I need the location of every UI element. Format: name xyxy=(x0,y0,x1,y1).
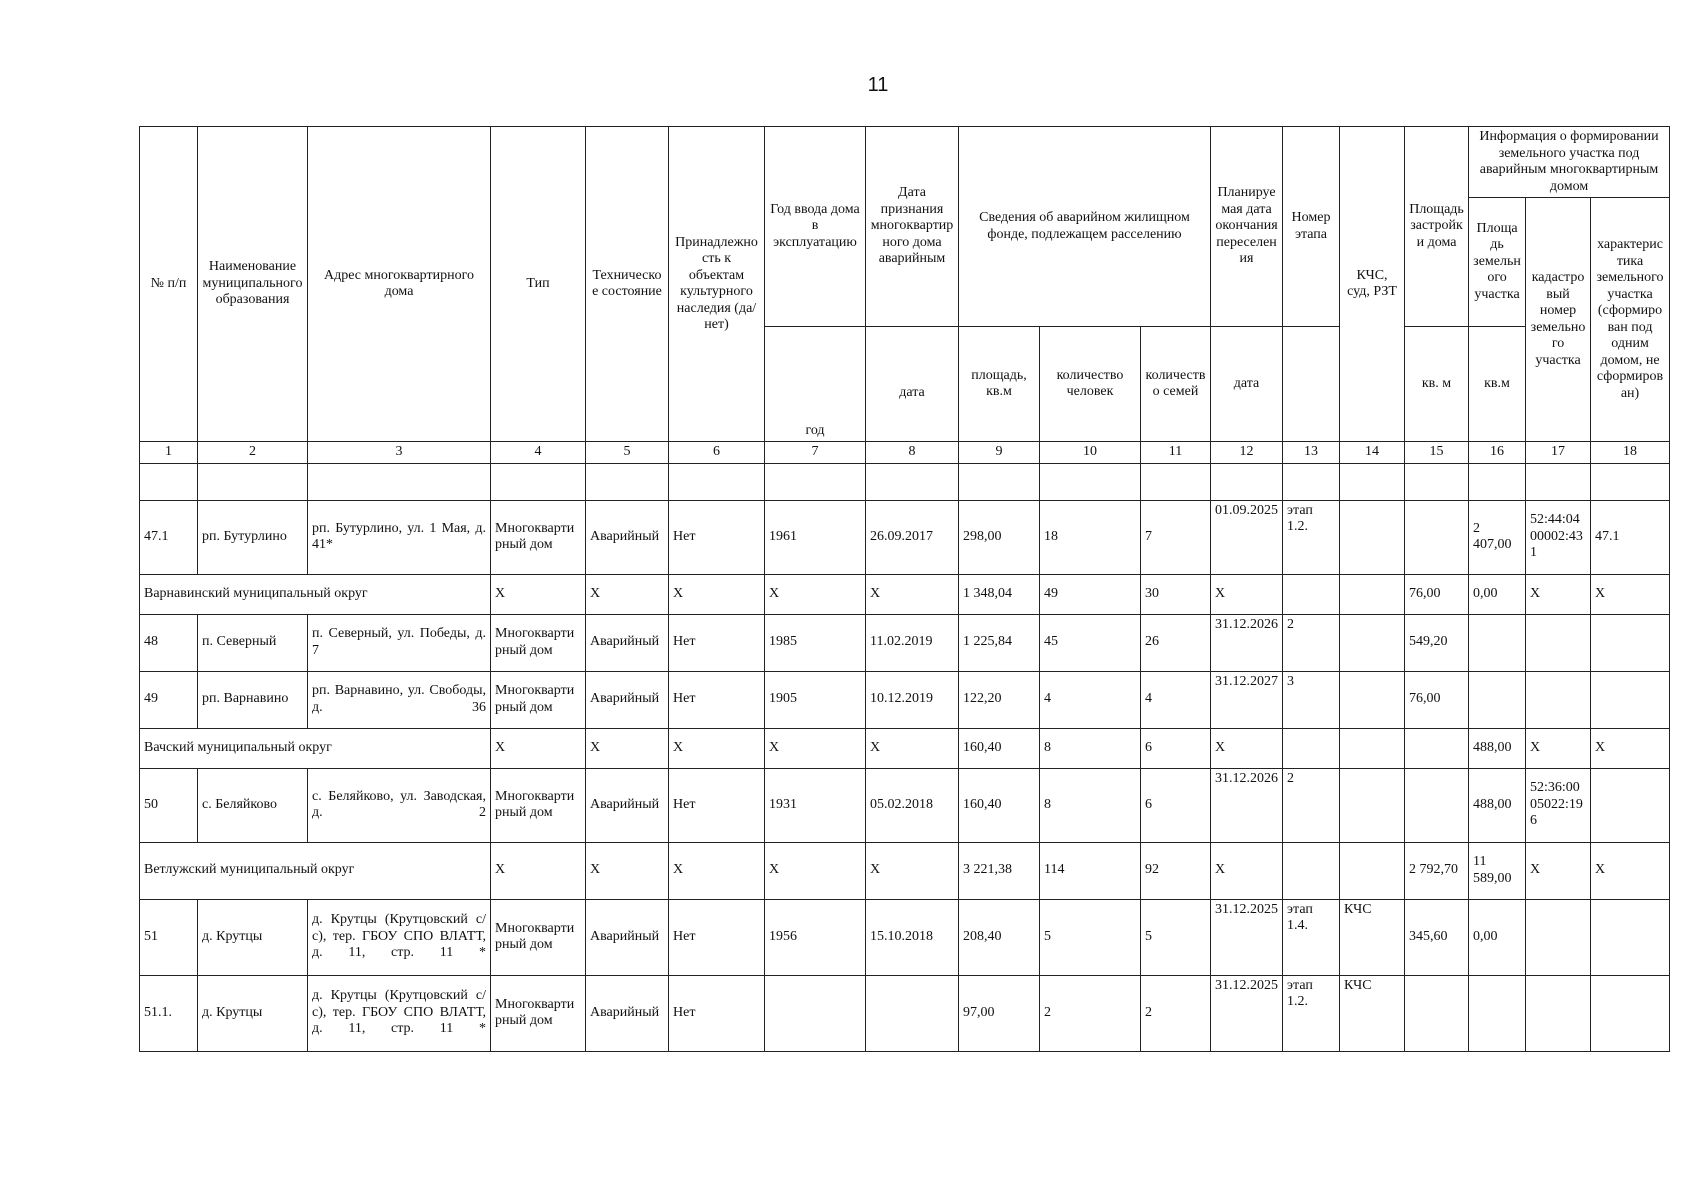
row-date: 05.02.2018 xyxy=(866,768,959,842)
group-cadastre: Х xyxy=(1526,728,1591,768)
row-people: 18 xyxy=(1040,500,1141,574)
header-land-character: характеристика земельного участка (сформирован под одним домом, не сформирован) xyxy=(1591,198,1670,442)
row-type: Многоквартирный дом xyxy=(491,768,586,842)
group-people: 114 xyxy=(1040,842,1141,899)
row-heritage: Нет xyxy=(669,671,765,728)
row-character: 47.1 xyxy=(1591,500,1670,574)
row-address: д. Крутцы (Крутцовский с/с), тер. ГБОУ СПО ВЛАТТ, д. 11, стр. 11 * xyxy=(308,899,491,975)
header-no: № п/п xyxy=(140,127,198,442)
group-c8: Х xyxy=(866,728,959,768)
row-stage: 2 xyxy=(1283,614,1340,671)
group-character: Х xyxy=(1591,574,1670,614)
row-state: Аварийный xyxy=(586,500,669,574)
row-stage: 3 xyxy=(1283,671,1340,728)
row-state: Аварийный xyxy=(586,975,669,1051)
group-build-area: 2 792,70 xyxy=(1405,842,1469,899)
group-end: Х xyxy=(1211,842,1283,899)
header-cadastre: кадастровый номер земельного участка xyxy=(1526,198,1591,442)
row-municipality: д. Крутцы xyxy=(198,899,308,975)
group-c8: Х xyxy=(866,842,959,899)
row-build-area: 345,60 xyxy=(1405,899,1469,975)
table-row xyxy=(140,975,1670,1051)
group-area: 160,40 xyxy=(959,728,1040,768)
header-stage: Номер этапа xyxy=(1283,127,1340,327)
header-municipality: Наименование муниципального образования xyxy=(198,127,308,442)
row-families: 4 xyxy=(1141,671,1211,728)
group-row xyxy=(140,842,1670,899)
row-land-area: 488,00 xyxy=(1469,768,1526,842)
header-row-1 xyxy=(140,127,1670,198)
row-kchs: КЧС xyxy=(1340,899,1405,975)
col-number: 2 xyxy=(198,442,308,464)
row-type: Многоквартирный дом xyxy=(491,614,586,671)
group-c8: Х xyxy=(866,574,959,614)
row-families: 7 xyxy=(1141,500,1211,574)
col-number: 15 xyxy=(1405,442,1469,464)
row-end-date: 01.09.2025 xyxy=(1211,500,1283,574)
table-row xyxy=(140,500,1670,574)
row-state: Аварийный xyxy=(586,768,669,842)
col-number: 12 xyxy=(1211,442,1283,464)
row-date: 11.02.2019 xyxy=(866,614,959,671)
col-number: 10 xyxy=(1040,442,1141,464)
row-year: 1985 xyxy=(765,614,866,671)
col-number: 8 xyxy=(866,442,959,464)
group-land-area: 11 589,00 xyxy=(1469,842,1526,899)
row-stage: этап 1.2. xyxy=(1283,500,1340,574)
col-number: 17 xyxy=(1526,442,1591,464)
row-land-area: 2 407,00 xyxy=(1469,500,1526,574)
group-c5: Х xyxy=(586,728,669,768)
row-cadastre: 52:44:0400002:431 xyxy=(1526,500,1591,574)
header-state: Техническое состояние xyxy=(586,127,669,442)
row-families: 5 xyxy=(1141,899,1211,975)
row-area: 298,00 xyxy=(959,500,1040,574)
row-number: 47.1 xyxy=(140,500,198,574)
row-municipality: рп. Варнавино xyxy=(198,671,308,728)
group-c7: Х xyxy=(765,842,866,899)
row-end-date: 31.12.2027 xyxy=(1211,671,1283,728)
row-area: 1 225,84 xyxy=(959,614,1040,671)
row-type: Многоквартирный дом xyxy=(491,500,586,574)
row-kchs: КЧС xyxy=(1340,975,1405,1051)
row-cadastre: 52:36:0005022:196 xyxy=(1526,768,1591,842)
table-row xyxy=(140,768,1670,842)
col-number: 13 xyxy=(1283,442,1340,464)
row-people: 45 xyxy=(1040,614,1141,671)
group-character: Х xyxy=(1591,728,1670,768)
unit-stage-empty xyxy=(1283,327,1340,442)
group-name: Ветлужский муниципальный округ xyxy=(140,842,491,899)
group-families: 30 xyxy=(1141,574,1211,614)
row-number: 51 xyxy=(140,899,198,975)
row-state: Аварийный xyxy=(586,614,669,671)
group-end: Х xyxy=(1211,728,1283,768)
group-end: Х xyxy=(1211,574,1283,614)
header-heritage: Принадлежность к объектам культурного наследия (да/нет) xyxy=(669,127,765,442)
row-year: 1905 xyxy=(765,671,866,728)
housing-table xyxy=(139,126,1670,1052)
column-numbers-row xyxy=(140,442,1670,464)
header-type: Тип xyxy=(491,127,586,442)
group-row xyxy=(140,728,1670,768)
header-recognition-date: Дата признания многоквартирного дома аварийным xyxy=(866,127,959,327)
table-row xyxy=(140,899,1670,975)
header-year: Год ввода дома в эксплуатацию xyxy=(765,127,866,327)
unit-build-area: кв. м xyxy=(1405,327,1469,442)
row-state: Аварийный xyxy=(586,899,669,975)
row-build-area xyxy=(1405,500,1469,574)
row-year: 1931 xyxy=(765,768,866,842)
header-kchs: КЧС, суд, РЗТ xyxy=(1340,127,1405,442)
group-c4: Х xyxy=(491,842,586,899)
unit-area: площадь, кв.м xyxy=(959,327,1040,442)
group-name: Варнавинский муниципальный округ xyxy=(140,574,491,614)
header-end-date: Планируемая дата окончания переселения xyxy=(1211,127,1283,327)
table-row xyxy=(140,614,1670,671)
row-area: 97,00 xyxy=(959,975,1040,1051)
unit-families: количество семей xyxy=(1141,327,1211,442)
unit-year: год xyxy=(765,327,866,442)
row-families: 26 xyxy=(1141,614,1211,671)
row-people: 4 xyxy=(1040,671,1141,728)
col-number: 1 xyxy=(140,442,198,464)
row-address: с. Беляйково, ул. Заводская, д. 2 xyxy=(308,768,491,842)
group-families: 92 xyxy=(1141,842,1211,899)
group-c5: Х xyxy=(586,574,669,614)
row-heritage: Нет xyxy=(669,614,765,671)
row-date: 15.10.2018 xyxy=(866,899,959,975)
row-end-date: 31.12.2026 xyxy=(1211,768,1283,842)
unit-date: дата xyxy=(866,327,959,442)
row-municipality: с. Беляйково xyxy=(198,768,308,842)
col-number: 16 xyxy=(1469,442,1526,464)
col-number: 14 xyxy=(1340,442,1405,464)
row-families: 2 xyxy=(1141,975,1211,1051)
row-end-date: 31.12.2025 xyxy=(1211,975,1283,1051)
col-number: 7 xyxy=(765,442,866,464)
group-c5: Х xyxy=(586,842,669,899)
group-cadastre: Х xyxy=(1526,842,1591,899)
group-land-area: 488,00 xyxy=(1469,728,1526,768)
row-people: 5 xyxy=(1040,899,1141,975)
group-c4: Х xyxy=(491,728,586,768)
row-area: 160,40 xyxy=(959,768,1040,842)
group-c7: Х xyxy=(765,728,866,768)
table-row xyxy=(140,671,1670,728)
unit-people: количество человек xyxy=(1040,327,1141,442)
page-number: 11 xyxy=(867,74,889,96)
col-number: 5 xyxy=(586,442,669,464)
group-families: 6 xyxy=(1141,728,1211,768)
row-heritage: Нет xyxy=(669,975,765,1051)
row-state: Аварийный xyxy=(586,671,669,728)
row-number: 49 xyxy=(140,671,198,728)
row-land-area: 0,00 xyxy=(1469,899,1526,975)
header-fund-info: Сведения об аварийном жилищном фонде, подлежащем расселению xyxy=(959,127,1211,327)
group-c6: Х xyxy=(669,574,765,614)
header-address: Адрес многоквартирного дома xyxy=(308,127,491,442)
row-number: 50 xyxy=(140,768,198,842)
row-kchs xyxy=(1340,500,1405,574)
group-area: 1 348,04 xyxy=(959,574,1040,614)
row-type: Многоквартирный дом xyxy=(491,975,586,1051)
col-number: 11 xyxy=(1141,442,1211,464)
row-year: 1956 xyxy=(765,899,866,975)
group-build-area: 76,00 xyxy=(1405,574,1469,614)
row-heritage: Нет xyxy=(669,500,765,574)
group-area: 3 221,38 xyxy=(959,842,1040,899)
col-number: 9 xyxy=(959,442,1040,464)
col-number: 6 xyxy=(669,442,765,464)
row-stage: этап 1.2. xyxy=(1283,975,1340,1051)
row-stage: этап 1.4. xyxy=(1283,899,1340,975)
header-land-info: Информация о формировании земельного участка под аварийным многоквартирным домом xyxy=(1469,127,1670,198)
row-area: 208,40 xyxy=(959,899,1040,975)
group-land-area: 0,00 xyxy=(1469,574,1526,614)
row-build-area: 76,00 xyxy=(1405,671,1469,728)
header-build-area: Площадь застройки дома xyxy=(1405,127,1469,327)
row-municipality: д. Крутцы xyxy=(198,975,308,1051)
row-municipality: рп. Бутурлино xyxy=(198,500,308,574)
row-end-date: 31.12.2026 xyxy=(1211,614,1283,671)
unit-land-area: кв.м xyxy=(1469,327,1526,442)
row-address: п. Северный, ул. Победы, д. 7 xyxy=(308,614,491,671)
row-address: рп. Варнавино, ул. Свободы, д. 36 xyxy=(308,671,491,728)
spacer-row xyxy=(140,463,1670,500)
row-number: 51.1. xyxy=(140,975,198,1051)
row-address: д. Крутцы (Крутцовский с/с), тер. ГБОУ СПО ВЛАТТ, д. 11, стр. 11 * xyxy=(308,975,491,1051)
group-people: 49 xyxy=(1040,574,1141,614)
row-date: 10.12.2019 xyxy=(866,671,959,728)
group-c6: Х xyxy=(669,728,765,768)
row-number: 48 xyxy=(140,614,198,671)
group-c4: Х xyxy=(491,574,586,614)
row-end-date: 31.12.2025 xyxy=(1211,899,1283,975)
group-people: 8 xyxy=(1040,728,1141,768)
group-cadastre: Х xyxy=(1526,574,1591,614)
row-people: 2 xyxy=(1040,975,1141,1051)
row-stage: 2 xyxy=(1283,768,1340,842)
row-build-area: 549,20 xyxy=(1405,614,1469,671)
row-heritage: Нет xyxy=(669,899,765,975)
header-land-area: Площадь земельного участка xyxy=(1469,198,1526,327)
row-year: 1961 xyxy=(765,500,866,574)
col-number: 3 xyxy=(308,442,491,464)
row-date: 26.09.2017 xyxy=(866,500,959,574)
row-area: 122,20 xyxy=(959,671,1040,728)
row-families: 6 xyxy=(1141,768,1211,842)
group-c7: Х xyxy=(765,574,866,614)
row-heritage: Нет xyxy=(669,768,765,842)
row-people: 8 xyxy=(1040,768,1141,842)
group-row xyxy=(140,574,1670,614)
row-address: рп. Бутурлино, ул. 1 Мая, д. 41* xyxy=(308,500,491,574)
col-number: 4 xyxy=(491,442,586,464)
col-number: 18 xyxy=(1591,442,1670,464)
group-c6: Х xyxy=(669,842,765,899)
row-type: Многоквартирный дом xyxy=(491,899,586,975)
unit-end-date: дата xyxy=(1211,327,1283,442)
group-character: Х xyxy=(1591,842,1670,899)
row-municipality: п. Северный xyxy=(198,614,308,671)
row-type: Многоквартирный дом xyxy=(491,671,586,728)
group-name: Вачский муниципальный округ xyxy=(140,728,491,768)
